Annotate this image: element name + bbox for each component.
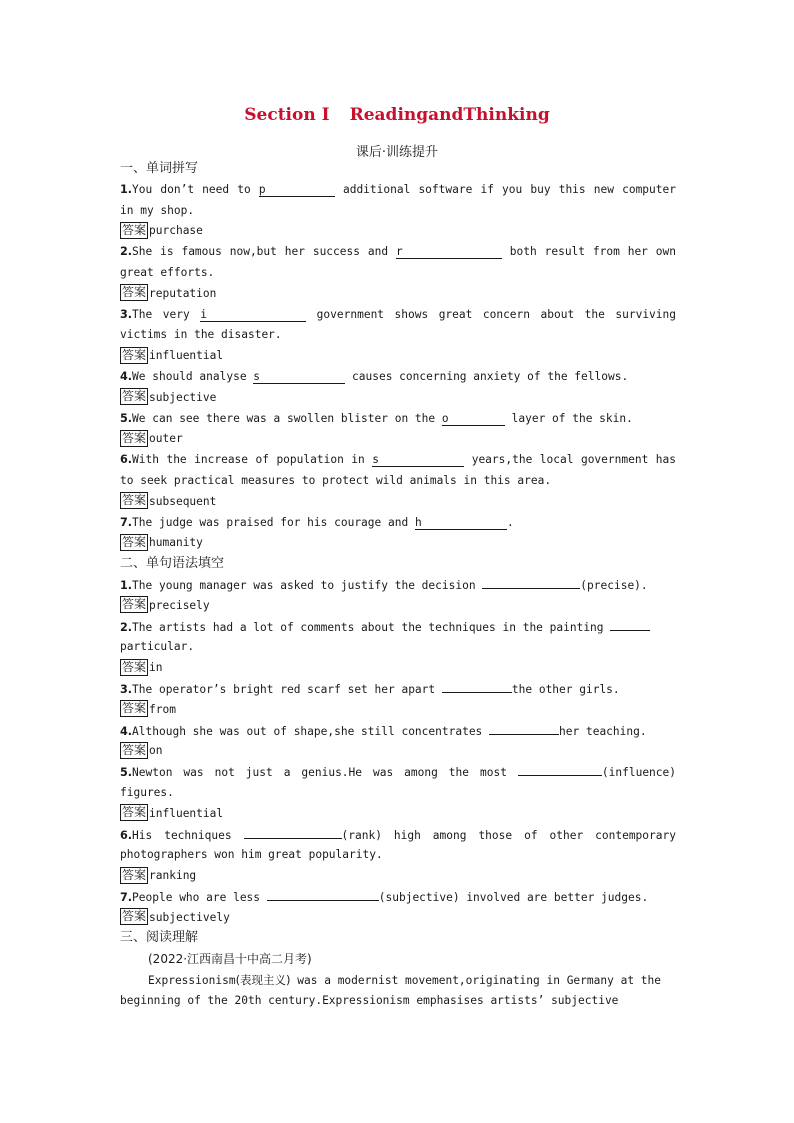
section-heading-grammar-fill: 二、单句语法填空 xyxy=(120,556,225,572)
answer-tag: 答案 xyxy=(122,347,147,362)
question-line: 2.She is famous now,but her success and r both result from her own xyxy=(120,245,676,259)
question-line: 6.His techniques (rank) high among those of other contemporary xyxy=(120,825,676,846)
passage-source: (2022·江西南昌十中高二月考) xyxy=(148,952,312,967)
question-line: 5.Newton was not just a genius.He was among the most (influence) xyxy=(120,762,676,783)
answer-blank: s xyxy=(253,370,345,384)
answer-tag: 答案 xyxy=(122,659,147,674)
answer-blank: o xyxy=(442,412,505,426)
answer-tag: 答案 xyxy=(122,805,147,820)
answer-tag: 答案 xyxy=(122,597,147,612)
answer-tag: 答案 xyxy=(122,493,147,508)
passage-line: beginning of the 20th century.Expressionism emphasises artists’ subjective xyxy=(120,993,619,1007)
answer-blank xyxy=(518,762,602,776)
answer-line: 答案 ranking xyxy=(122,867,197,883)
answer-blank: p xyxy=(259,183,335,197)
question-line: photographers won him great popularity. xyxy=(120,848,383,862)
question-line: 7.The judge was praised for his courage and h . xyxy=(120,515,514,529)
title-section: Section Ⅰ xyxy=(244,105,330,125)
question-line: particular. xyxy=(120,640,195,654)
answer-blank xyxy=(244,825,342,839)
exercise-content xyxy=(120,159,676,1012)
question-line: victims in the disaster. xyxy=(120,328,282,342)
answer-tag: 答案 xyxy=(122,867,147,882)
answer-tag: 答案 xyxy=(122,701,147,716)
answer-tag: 答案 xyxy=(122,534,147,549)
question-line: 1.You don’t need to p additional software if you buy this new computer xyxy=(120,182,676,196)
answer-blank xyxy=(442,679,512,693)
page-subtitle: 课后·训练提升 xyxy=(355,145,439,160)
answer-line: 答案 reputation xyxy=(122,285,217,300)
question-line: 2.The artists had a lot of comments about the techniques in the painting xyxy=(120,617,676,638)
page-title xyxy=(0,105,794,125)
answer-tag: 答案 xyxy=(122,285,147,300)
question-line: 1.The young manager was asked to justify the decision (precise). xyxy=(120,575,676,596)
question-line: in my shop. xyxy=(120,203,195,217)
question-line: 4.Although she was out of shape,she still concentrates her teaching. xyxy=(120,721,676,742)
passage-line: Expressionism(表现主义) was a modernist movement,originating in Germany at the xyxy=(148,973,661,988)
answer-blank: h xyxy=(415,516,507,530)
answer-tag: 答案 xyxy=(122,222,147,237)
answer-line: 答案 in xyxy=(122,659,163,675)
answer-line: 答案 influential xyxy=(122,347,224,363)
question-line: 3.The very i government shows great concern about the surviving xyxy=(120,307,676,321)
question-line: 6.With the increase of population in s years,the local government has xyxy=(120,453,676,467)
answer-blank xyxy=(610,617,650,631)
question-line: to seek practical measures to protect wild animals in this area. xyxy=(120,473,552,487)
question-line: great efforts. xyxy=(120,265,215,279)
answer-line: 答案 influential xyxy=(122,805,224,820)
question-line: 5.We can see there was a swollen blister on the o layer of the skin. xyxy=(120,411,633,425)
answer-line: 答案 subjective xyxy=(122,389,217,404)
question-line: figures. xyxy=(120,785,174,799)
answer-line: 答案 humanity xyxy=(122,534,203,550)
answer-blank: r xyxy=(396,245,502,259)
answer-blank: s xyxy=(372,453,464,467)
answer-blank xyxy=(489,721,559,735)
question-line: 4.We should analyse s causes concerning anxiety of the fellows. xyxy=(120,369,629,383)
answer-line: 答案 on xyxy=(122,742,163,758)
answer-blank xyxy=(482,575,580,589)
answer-blank xyxy=(267,887,379,901)
answer-tag: 答案 xyxy=(122,389,147,404)
answer-line: 答案 subsequent xyxy=(122,493,217,508)
answer-line: 答案 from xyxy=(122,701,176,716)
answer-tag: 答案 xyxy=(122,909,147,924)
answer-tag: 答案 xyxy=(122,430,147,445)
answer-line: 答案 purchase xyxy=(122,222,203,238)
section-heading-word-spelling: 一、单词拼写 xyxy=(120,161,199,176)
question-line: 7.People who are less (subjective) involved are better judges. xyxy=(120,887,676,908)
answer-tag: 答案 xyxy=(122,742,147,757)
answer-line: 答案 subjectively xyxy=(122,909,230,924)
answer-line: 答案 precisely xyxy=(122,597,210,612)
answer-line: 答案 outer xyxy=(122,430,183,446)
section-heading-reading: 三、阅读理解 xyxy=(120,930,199,946)
answer-blank: i xyxy=(200,308,306,322)
title-topic: ReadingandThinking xyxy=(349,105,550,125)
question-line: 3.The operator’s bright red scarf set her apart the other girls. xyxy=(120,679,676,700)
